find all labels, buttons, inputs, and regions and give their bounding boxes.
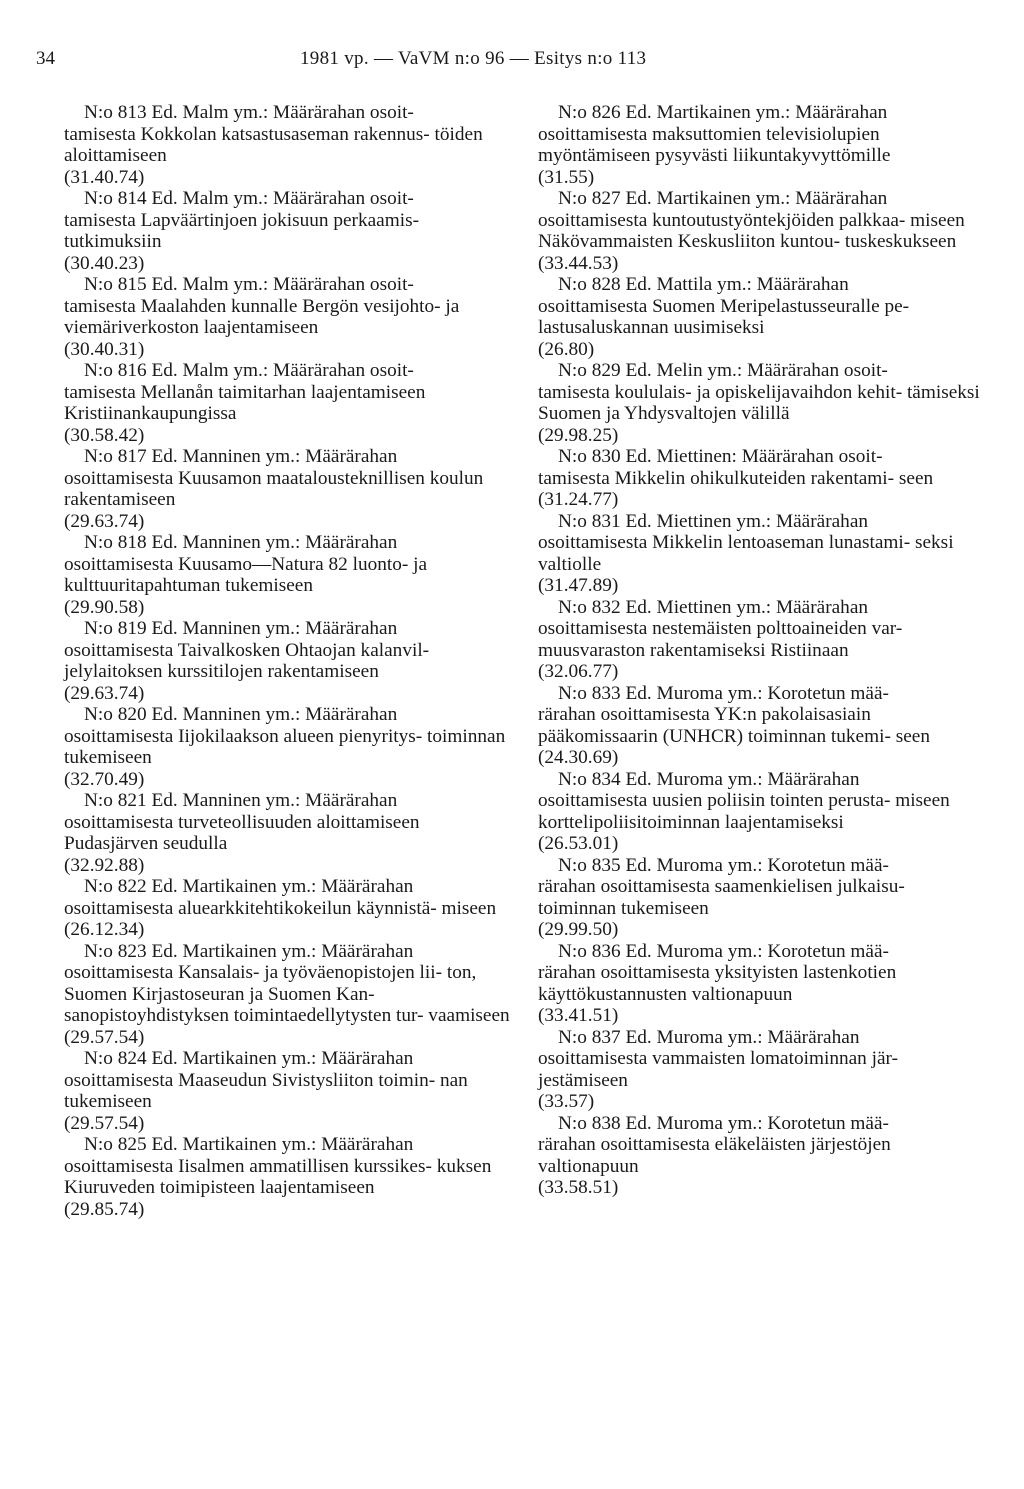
entry-text: rärahan osoittamisesta eläkeläisten järjestöjen valtionapuun [538,1134,891,1177]
entry-budget-item: (31.40.74) [64,166,145,188]
motion-entry [538,683,984,769]
entry-heading: N:o 837 Ed. Muroma ym.: Määrärahan [558,1026,860,1048]
entry-text: osoittamisesta kuntoutustyöntekjöiden palkkaa- miseen Näkövammaisten Keskusliiton kuntou- tuskeskukseen [538,209,965,252]
entry-text: osoittamisesta maksuttomien televisiolupien myöntämiseen pysyvästi liikuntakyvyttömille [538,123,891,166]
motion-entry [538,446,984,511]
motion-entry [538,1113,984,1199]
motion-entry [538,855,984,941]
motion-entry [538,597,984,683]
motion-entry [64,704,510,790]
entry-budget-item: (26.53.01) [538,833,619,854]
entry-heading: N:o 818 Ed. Manninen ym.: Määrärahan [84,532,398,553]
entry-text: osoittamisesta Maaseudun Sivistysliiton toimin- nan tukemiseen [64,1069,468,1112]
entry-budget-item: (29.98.25) [538,424,619,446]
page-number: 34 [36,48,55,69]
right-column [538,102,984,1199]
entry-text: tamisesta Mellanån taimitarhan laajentamiseen Kristiinankaupungissa [64,381,426,424]
entry-budget-item: (29.57.54) [64,1112,145,1134]
entry-heading: N:o 816 Ed. Malm ym.: Määrärahan osoit- [84,360,414,381]
entry-heading: N:o 819 Ed. Manninen ym.: Määrärahan [84,618,398,639]
entry-text: tamisesta Maalahden kunnalle Bergön vesijohto- ja viemäriverkoston laajentamiseen [64,295,460,338]
motion-entry [538,769,984,855]
entry-heading: N:o 826 Ed. Martikainen ym.: Määrärahan [558,102,888,123]
entry-budget-item: (31.24.77) [538,489,619,510]
entry-text: tamisesta Lapväärtinjoen jokisuun perkaamis- tutkimuksiin [64,209,419,252]
entry-heading: N:o 815 Ed. Malm ym.: Määrärahan osoit- [84,274,414,295]
motion-entry [64,446,510,532]
entry-budget-item: (29.63.74) [64,510,145,532]
motion-entry [64,274,510,360]
entry-text: osoittamisesta nestemäisten polttoaineiden var- muusvaraston rakentamiseksi Ristiinaan [538,618,903,661]
entry-budget-item: (29.99.50) [538,919,619,940]
entry-budget-item: (29.90.58) [64,596,145,618]
motion-entry [538,102,984,188]
entry-budget-item: (30.40.31) [64,338,145,360]
entry-text: rärahan osoittamisesta YK:n pakolaisasiain pääkomissaarin (UNHCR) toiminnan tukemi- seen [538,704,930,747]
entry-heading: N:o 827 Ed. Martikainen ym.: Määrärahan [558,188,888,209]
entry-text: osoittamisesta aluearkkitehtikokeilun käynnistä- miseen [64,897,497,919]
motion-entry [64,1048,510,1134]
motion-entry [64,360,510,446]
entry-heading: N:o 829 Ed. Melin ym.: Määrärahan osoit- [558,360,888,381]
entry-budget-item: (29.57.54) [64,1026,145,1048]
entry-heading: N:o 831 Ed. Miettinen ym.: Määrärahan [558,510,869,532]
entry-heading: N:o 828 Ed. Mattila ym.: Määrärahan [558,274,849,295]
entry-heading: N:o 821 Ed. Manninen ym.: Määrärahan [84,790,398,811]
entry-text: rärahan osoittamisesta saamenkielisen julkaisu- toiminnan tukemiseen [538,876,905,919]
entry-heading: N:o 820 Ed. Manninen ym.: Määrärahan [84,704,398,725]
entry-heading: N:o 824 Ed. Martikainen ym.: Määrärahan [84,1048,414,1069]
entry-heading: N:o 838 Ed. Muroma ym.: Korotetun mää- [558,1112,889,1134]
motion-entry [64,790,510,876]
entry-heading: N:o 832 Ed. Miettinen ym.: Määrärahan [558,596,869,618]
entry-text: tamisesta Kokkolan katsastusaseman rakennus- töiden aloittamiseen [64,123,483,166]
entry-budget-item: (26.80) [538,338,595,360]
entry-budget-item: (24.30.69) [538,747,619,768]
entry-text: tamisesta koululais- ja opiskelijavaihdon kehit- tämiseksi Suomen ja Yhdysvaltojen välillä [538,381,980,424]
entry-budget-item: (33.41.51) [538,1005,619,1026]
entry-heading: N:o 813 Ed. Malm ym.: Määrärahan osoit- [84,102,414,123]
entry-heading: N:o 817 Ed. Manninen ym.: Määrärahan [84,446,398,467]
entry-budget-item: (33.58.51) [538,1177,619,1198]
entry-text: osoittamisesta Taivalkosken Ohtaojan kalanvil- jelylaitoksen kurssitilojen rakentamiseen [64,639,430,682]
entry-text: tamisesta Mikkelin ohikulkuteiden rakentami- seen [538,467,934,489]
entry-budget-item: (26.12.34) [64,919,145,940]
entry-budget-item: (33.44.53) [538,252,619,274]
entry-text: osoittamisesta turveteollisuuden aloittamiseen Pudasjärven seudulla [64,811,420,854]
motion-entry [64,876,510,941]
entry-budget-item: (32.92.88) [64,854,145,876]
entry-heading: N:o 814 Ed. Malm ym.: Määrärahan osoit- [84,188,414,209]
motion-entry [64,532,510,618]
entry-text: osoittamisesta Suomen Meripelastusseuralle pe- lastusaluskannan uusimiseksi [538,295,910,338]
motion-entry [64,618,510,704]
entry-budget-item: (29.63.74) [64,682,145,704]
entry-heading: N:o 835 Ed. Muroma ym.: Korotetun mää- [558,854,889,876]
entry-budget-item: (31.47.89) [538,575,619,596]
entry-budget-item: (31.55) [538,166,595,188]
motion-entry [538,1027,984,1113]
entry-text: osoittamisesta Iijokilaakson alueen pienyritys- toiminnan tukemiseen [64,725,506,768]
entry-budget-item: (30.58.42) [64,424,145,446]
entry-heading: N:o 833 Ed. Muroma ym.: Korotetun mää- [558,682,889,704]
entry-text: osoittamisesta vammaisten lomatoiminnan jär- jestämiseen [538,1048,898,1091]
entry-text: osoittamisesta Kansalais- ja työväenopistojen lii- ton, Suomen Kirjastoseuran ja Suomen Kan- sanopistoyhdistyksen toimintaedellytysten tur- vaamiseen [64,962,510,1026]
entry-text: osoittamisesta Kuusamon maatalousteknillisen koulun rakentamiseen [64,467,484,510]
entry-heading: N:o 830 Ed. Miettinen: Määrärahan osoit- [558,446,883,467]
motion-entry [538,274,984,360]
entry-budget-item: (30.40.23) [64,252,145,274]
left-column [64,102,510,1220]
motion-entry [538,360,984,446]
entry-heading: N:o 834 Ed. Muroma ym.: Määrärahan [558,768,860,790]
entry-budget-item: (29.85.74) [64,1198,145,1220]
motion-entry [538,941,984,1027]
entry-text: osoittamisesta Mikkelin lentoaseman lunastami- seksi valtiolle [538,532,954,575]
entry-heading: N:o 823 Ed. Martikainen ym.: Määrärahan [84,940,414,962]
motion-entry [64,188,510,274]
motion-entry [64,102,510,188]
motion-entry [538,188,984,274]
entry-text: rärahan osoittamisesta yksityisten lastenkotien käyttökustannusten valtionapuun [538,962,897,1005]
entry-heading: N:o 822 Ed. Martikainen ym.: Määrärahan [84,876,414,897]
entry-text: osoittamisesta uusien poliisin tointen perusta- miseen korttelipoliisitoiminnan laajentamiseksi [538,790,950,833]
entry-budget-item: (32.70.49) [64,768,145,790]
motion-entry [64,941,510,1049]
page-header [0,48,1024,78]
entry-text: osoittamisesta Kuusamo—Natura 82 luonto- ja kulttuuritapahtuman tukemiseen [64,553,428,596]
entry-text: osoittamisesta Iisalmen ammatillisen kurssikes- kuksen Kiuruveden toimipisteen laajentamiseen [64,1155,492,1198]
motion-entry [64,1134,510,1220]
entry-heading: N:o 825 Ed. Martikainen ym.: Määrärahan [84,1134,414,1155]
entry-heading: N:o 836 Ed. Muroma ym.: Korotetun mää- [558,940,889,962]
entry-budget-item: (33.57) [538,1091,595,1112]
entry-budget-item: (32.06.77) [538,661,619,682]
running-head: 1981 vp. — VaVM n:o 96 — Esitys n:o 113 [300,48,647,69]
motion-entry [538,511,984,597]
